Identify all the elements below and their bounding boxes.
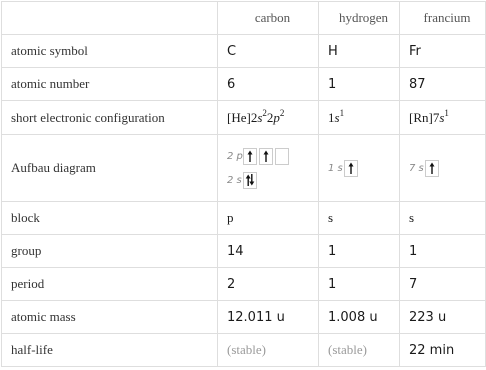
config-subshell: s — [257, 109, 263, 125]
orbital-label: 7 s — [409, 162, 424, 174]
cell-carbon: 2 — [218, 268, 319, 301]
element-comparison-table — [1, 1, 486, 367]
config-electrons: 2 — [279, 107, 285, 118]
config-subshell: p — [273, 109, 280, 125]
orbital-row — [328, 156, 399, 180]
row-label: atomic symbol — [2, 35, 218, 68]
orbital-row — [409, 156, 485, 180]
cell-francium: 223 u — [400, 301, 486, 334]
cell-carbon-config — [218, 101, 319, 135]
row-label: Aufbau diagram — [2, 135, 218, 202]
row-atomic-mass — [2, 301, 486, 334]
cell-hydrogen: H — [319, 35, 400, 68]
row-label: atomic mass — [2, 301, 218, 334]
spin-up-arrow-icon — [349, 163, 354, 175]
spin-down-arrow-icon — [249, 174, 254, 186]
cell-francium: 1 — [400, 235, 486, 268]
cell-francium: Fr — [400, 35, 486, 68]
aufbau-diagram — [409, 156, 485, 180]
row-electron-configuration — [2, 101, 486, 135]
orbital-label: 2 s — [227, 174, 242, 186]
cell-carbon: 6 — [218, 68, 319, 101]
orbital-box — [344, 160, 358, 177]
row-label: half-life — [2, 334, 218, 367]
orbital-box — [275, 148, 289, 165]
config-core: [Rn] — [409, 109, 433, 125]
cell-hydrogen: s — [319, 202, 400, 235]
cell-francium: 87 — [400, 68, 486, 101]
cell-hydrogen: 1 — [319, 68, 400, 101]
orbital-row — [227, 168, 318, 192]
cell-carbon-aufbau — [218, 135, 319, 202]
cell-carbon: C — [218, 35, 319, 68]
spin-up-arrow-icon — [248, 151, 253, 163]
orbital-label: 2 p — [227, 150, 243, 162]
row-group — [2, 235, 486, 268]
cell-francium-aufbau — [400, 135, 486, 202]
config-electrons: 2 — [262, 107, 267, 118]
cell-carbon: (stable) — [218, 334, 319, 367]
spin-up-arrow-icon — [264, 151, 269, 163]
row-half-life — [2, 334, 486, 367]
row-label: block — [2, 202, 218, 235]
cell-carbon: 14 — [218, 235, 319, 268]
row-label: atomic number — [2, 68, 218, 101]
row-aufbau-diagram — [2, 135, 486, 202]
cell-hydrogen: 1.008 u — [319, 301, 400, 334]
config-subshell: s — [439, 109, 445, 125]
row-block — [2, 202, 486, 235]
cell-hydrogen: (stable) — [319, 334, 400, 367]
aufbau-diagram — [328, 156, 399, 180]
header-row — [2, 2, 486, 35]
cell-carbon: p — [218, 202, 319, 235]
row-atomic-symbol — [2, 35, 486, 68]
header-hydrogen: hydrogen — [319, 2, 400, 35]
config-electrons: 1 — [444, 107, 449, 118]
cell-francium: 22 min — [400, 334, 486, 367]
orbital-box — [425, 160, 439, 177]
row-label: group — [2, 235, 218, 268]
config-electrons: 1 — [339, 107, 345, 118]
config-shell: 7 — [432, 109, 440, 125]
spin-up-arrow-icon — [246, 175, 251, 187]
spin-up-arrow-icon — [430, 163, 435, 175]
orbital-row — [227, 144, 318, 168]
config-shell: 2 — [266, 109, 274, 125]
orbital-label: 1 s — [328, 162, 343, 174]
row-label: period — [2, 268, 218, 301]
orbital-box — [259, 148, 273, 165]
cell-carbon: 12.011 u — [218, 301, 319, 334]
config-shell: 2 — [250, 109, 258, 125]
header-carbon: carbon — [218, 2, 319, 35]
cell-hydrogen-config — [319, 101, 400, 135]
cell-francium-config — [400, 101, 486, 135]
cell-hydrogen: 1 — [319, 268, 400, 301]
row-label: short electronic configuration — [2, 101, 218, 135]
header-francium: francium — [400, 2, 486, 35]
config-core: [He] — [227, 109, 251, 125]
config-subshell: s — [334, 109, 340, 125]
config-shell: 1 — [328, 109, 335, 125]
cell-hydrogen-aufbau — [319, 135, 400, 202]
header-corner — [2, 2, 218, 35]
aufbau-diagram — [227, 144, 318, 192]
cell-hydrogen: 1 — [319, 235, 400, 268]
cell-francium: s — [400, 202, 486, 235]
row-atomic-number — [2, 68, 486, 101]
row-period — [2, 268, 486, 301]
cell-francium: 7 — [400, 268, 486, 301]
orbital-box — [243, 172, 257, 189]
orbital-box — [243, 148, 257, 165]
